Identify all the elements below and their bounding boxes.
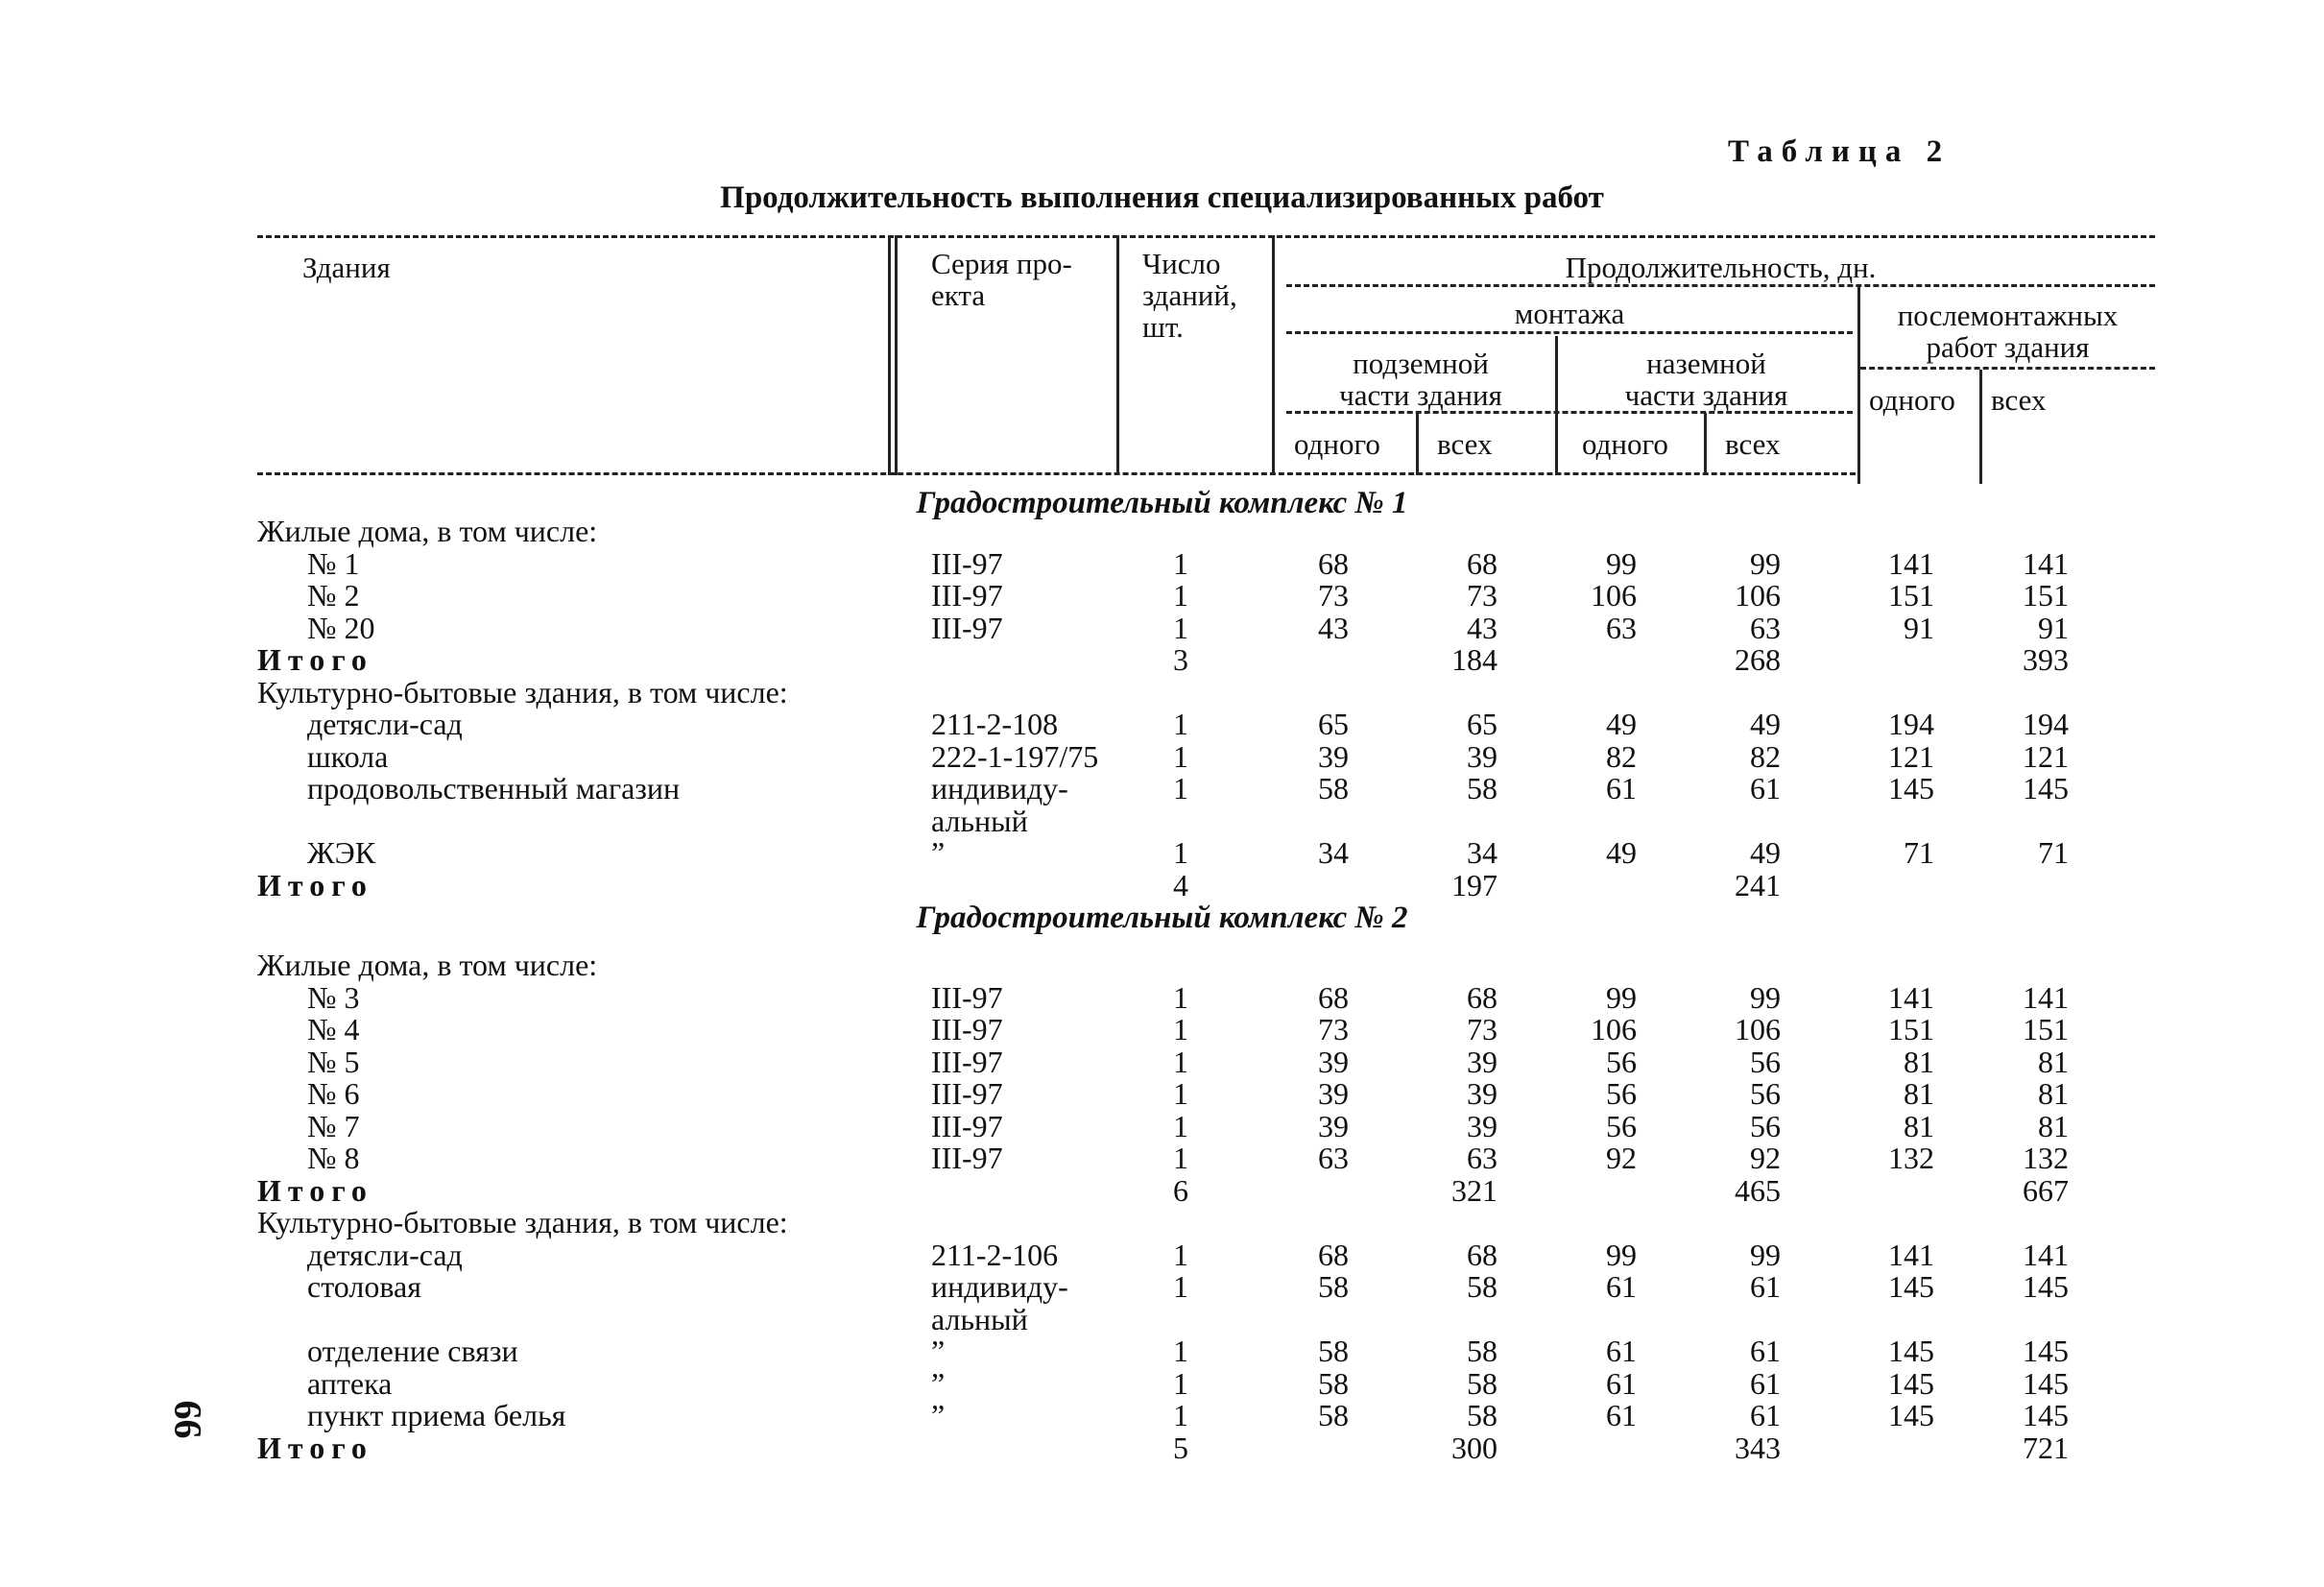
row-value: 81 — [1904, 1076, 1934, 1111]
row-value: 63 — [1318, 1141, 1349, 1175]
row-count: 1 — [1173, 771, 1188, 806]
table-row — [0, 1399, 2324, 1431]
header-montage: монтажа — [1514, 297, 1625, 330]
row-value: 92 — [1606, 1141, 1637, 1175]
row-value: 91 — [2038, 610, 2069, 645]
table-label: Таблица 2 — [1728, 134, 1952, 169]
row-name: Жилые дома, в том числе: — [257, 514, 598, 548]
group-row — [0, 676, 2324, 709]
table-row — [0, 1013, 2324, 1046]
row-name: Итого — [257, 642, 373, 677]
row-value: 151 — [1888, 1012, 1934, 1046]
table-row — [0, 1269, 2324, 1336]
row-value: 39 — [1318, 1076, 1349, 1111]
row-name: Итого — [257, 1430, 373, 1465]
table-row — [0, 547, 2324, 580]
row-value: 81 — [1904, 1044, 1934, 1079]
row-value: 58 — [1467, 771, 1497, 806]
row-value: 121 — [1888, 738, 1934, 774]
row-count: 1 — [1173, 610, 1188, 645]
row-name: продовольственный магазин — [307, 771, 681, 806]
table-row — [0, 1142, 2324, 1174]
table-row — [0, 1335, 2324, 1367]
row-value: 106 — [1735, 578, 1781, 613]
table-row — [0, 708, 2324, 740]
row-name: столовая — [307, 1269, 421, 1304]
header-post-one: одного — [1869, 383, 1955, 417]
row-value: 141 — [1888, 979, 1934, 1015]
row-value: 49 — [1750, 835, 1781, 870]
row-name: № 8 — [307, 1141, 360, 1175]
row-value: 61 — [1750, 771, 1781, 806]
row-value: 56 — [1606, 1108, 1637, 1143]
row-value: 61 — [1606, 1334, 1637, 1368]
row-value: 34 — [1318, 835, 1349, 870]
row-count: 4 — [1173, 867, 1188, 902]
row-value: 39 — [1467, 1076, 1497, 1111]
row-value: 82 — [1606, 738, 1637, 774]
row-count: 1 — [1173, 979, 1188, 1015]
total-row — [0, 1431, 2324, 1464]
row-value: 56 — [1750, 1076, 1781, 1111]
row-value: 151 — [2023, 1012, 2069, 1046]
total-row — [0, 869, 2324, 902]
row-value: 91 — [1904, 610, 1934, 645]
header-underground-all: всех — [1437, 427, 1493, 461]
row-value: 268 — [1735, 642, 1781, 677]
row-value: 58 — [1318, 1269, 1349, 1304]
row-name: № 1 — [307, 545, 360, 581]
row-series: 211-2-106 — [931, 1237, 1059, 1272]
row-value: 194 — [1888, 707, 1934, 741]
row-value: 61 — [1606, 771, 1637, 806]
header-post-montage: послемонтажных работ здания — [1897, 299, 2119, 364]
row-value: 58 — [1318, 1398, 1349, 1432]
row-count: 1 — [1173, 738, 1188, 774]
group-row — [0, 515, 2324, 547]
header-underground-one: одного — [1294, 427, 1380, 461]
table-title: Продолжительность выполнения специализированных работ — [720, 180, 1604, 215]
table-row — [0, 1077, 2324, 1110]
row-value: 145 — [2023, 1334, 2069, 1368]
row-value: 39 — [1467, 738, 1497, 774]
row-series: ” — [931, 1365, 946, 1401]
row-value: 184 — [1451, 642, 1497, 677]
row-value: 49 — [1750, 707, 1781, 741]
row-value: 141 — [1888, 545, 1934, 581]
row-series: III-97 — [931, 1076, 1003, 1111]
row-count: 1 — [1173, 1108, 1188, 1143]
row-value: 106 — [1735, 1012, 1781, 1046]
row-count: 1 — [1173, 545, 1188, 581]
row-value: 81 — [2038, 1108, 2069, 1143]
row-series: III-97 — [931, 1108, 1003, 1143]
row-value: 71 — [2038, 835, 2069, 870]
row-value: 145 — [2023, 1398, 2069, 1432]
row-value: 145 — [1888, 771, 1934, 806]
row-value: 92 — [1750, 1141, 1781, 1175]
row-count: 1 — [1173, 707, 1188, 741]
row-value: 73 — [1467, 1012, 1497, 1046]
row-count: 5 — [1173, 1430, 1188, 1465]
row-value: 106 — [1591, 578, 1637, 613]
row-series: III-97 — [931, 610, 1003, 645]
row-value: 43 — [1318, 610, 1349, 645]
row-name: № 4 — [307, 1012, 360, 1046]
row-value: 71 — [1904, 835, 1934, 870]
row-value: 300 — [1451, 1430, 1497, 1465]
row-value: 43 — [1467, 610, 1497, 645]
header-count: Число зданий, шт. — [1142, 247, 1237, 344]
table-row — [0, 1367, 2324, 1400]
row-value: 58 — [1467, 1269, 1497, 1304]
row-value: 151 — [2023, 578, 2069, 613]
row-value: 63 — [1467, 1141, 1497, 1175]
row-series: ” — [931, 1398, 946, 1432]
row-name: детясли-сад — [307, 707, 463, 741]
row-value: 145 — [2023, 1365, 2069, 1401]
row-value: 49 — [1606, 707, 1637, 741]
row-name: пункт приема белья — [307, 1398, 566, 1432]
row-value: 132 — [2023, 1141, 2069, 1175]
row-value: 63 — [1606, 610, 1637, 645]
row-value: 141 — [2023, 1237, 2069, 1272]
row-value: 321 — [1451, 1172, 1497, 1208]
row-name: отделение связи — [307, 1334, 518, 1368]
row-series: 211-2-108 — [931, 707, 1059, 741]
row-value: 82 — [1750, 738, 1781, 774]
row-value: 56 — [1606, 1044, 1637, 1079]
page-number: 66 — [166, 1400, 210, 1439]
row-count: 1 — [1173, 1076, 1188, 1111]
row-value: 81 — [2038, 1076, 2069, 1111]
row-series: III-97 — [931, 578, 1003, 613]
row-series: индивиду- — [931, 771, 1068, 806]
row-value: 68 — [1467, 1237, 1497, 1272]
table-row — [0, 612, 2324, 644]
row-value: 58 — [1467, 1398, 1497, 1432]
row-value: 73 — [1467, 578, 1497, 613]
table-row — [0, 740, 2324, 773]
header-buildings: Здания — [302, 251, 391, 284]
row-value: 145 — [1888, 1365, 1934, 1401]
row-value: 58 — [1467, 1365, 1497, 1401]
row-series-cont: альный — [931, 804, 1028, 838]
row-value: 39 — [1318, 738, 1349, 774]
row-value: 61 — [1750, 1269, 1781, 1304]
row-value: 145 — [1888, 1398, 1934, 1432]
row-value: 68 — [1318, 1237, 1349, 1272]
row-value: 49 — [1606, 835, 1637, 870]
row-value: 145 — [1888, 1269, 1934, 1304]
row-value: 465 — [1735, 1172, 1781, 1208]
header-post-all: всех — [1991, 383, 2047, 417]
group-row — [0, 949, 2324, 981]
row-series: III-97 — [931, 1044, 1003, 1079]
row-value: 61 — [1750, 1398, 1781, 1432]
row-value: 99 — [1750, 545, 1781, 581]
total-row — [0, 643, 2324, 676]
group-row — [0, 1206, 2324, 1238]
row-count: 1 — [1173, 1398, 1188, 1432]
row-series: ” — [931, 835, 946, 870]
table-row — [0, 981, 2324, 1014]
row-value: 81 — [1904, 1108, 1934, 1143]
row-series: III-97 — [931, 979, 1003, 1015]
row-value: 132 — [1888, 1141, 1934, 1175]
row-value: 68 — [1318, 545, 1349, 581]
row-value: 56 — [1750, 1108, 1781, 1143]
row-value: 343 — [1735, 1430, 1781, 1465]
table-row — [0, 771, 2324, 838]
row-series: III-97 — [931, 1141, 1003, 1175]
row-series-cont: альный — [931, 1302, 1028, 1336]
row-name: Итого — [257, 1172, 373, 1208]
total-row — [0, 1174, 2324, 1207]
table-row — [0, 836, 2324, 869]
row-value: 99 — [1606, 545, 1637, 581]
row-value: 39 — [1318, 1044, 1349, 1079]
row-series: III-97 — [931, 1012, 1003, 1046]
row-value: 721 — [2023, 1430, 2069, 1465]
row-value: 121 — [2023, 738, 2069, 774]
row-value: 106 — [1591, 1012, 1637, 1046]
row-name: детясли-сад — [307, 1237, 463, 1272]
row-count: 6 — [1173, 1172, 1188, 1208]
row-value: 99 — [1606, 1237, 1637, 1272]
row-value: 58 — [1318, 1334, 1349, 1368]
row-value: 73 — [1318, 578, 1349, 613]
row-value: 81 — [2038, 1044, 2069, 1079]
row-name: аптека — [307, 1365, 393, 1401]
section-title: Градостроительный комплекс № 1 — [916, 486, 1408, 520]
row-series: ” — [931, 1334, 946, 1368]
row-value: 34 — [1467, 835, 1497, 870]
row-value: 39 — [1318, 1108, 1349, 1143]
row-value: 141 — [2023, 545, 2069, 581]
row-name: № 3 — [307, 979, 360, 1015]
row-value: 65 — [1467, 707, 1497, 741]
row-value: 39 — [1467, 1044, 1497, 1079]
row-value: 58 — [1318, 1365, 1349, 1401]
row-count: 3 — [1173, 642, 1188, 677]
row-value: 99 — [1750, 1237, 1781, 1272]
row-name: Итого — [257, 867, 373, 902]
row-value: 61 — [1606, 1269, 1637, 1304]
row-value: 141 — [2023, 979, 2069, 1015]
row-value: 56 — [1750, 1044, 1781, 1079]
row-value: 141 — [1888, 1237, 1934, 1272]
row-value: 99 — [1606, 979, 1637, 1015]
row-name: школа — [307, 738, 389, 774]
table-row — [0, 579, 2324, 612]
table-row — [0, 1238, 2324, 1271]
row-value: 145 — [2023, 1269, 2069, 1304]
header-underground: подземной части здания — [1339, 347, 1502, 412]
row-value: 39 — [1467, 1108, 1497, 1143]
row-value: 197 — [1451, 867, 1497, 902]
row-name: Культурно-бытовые здания, в том числе: — [257, 674, 788, 709]
header-series: Серия про- екта — [931, 247, 1072, 312]
row-count: 1 — [1173, 1365, 1188, 1401]
row-value: 241 — [1735, 867, 1781, 902]
row-value: 61 — [1606, 1398, 1637, 1432]
row-count: 1 — [1173, 578, 1188, 613]
row-value: 73 — [1318, 1012, 1349, 1046]
row-series: III-97 — [931, 545, 1003, 581]
row-value: 61 — [1750, 1365, 1781, 1401]
row-name: № 6 — [307, 1076, 360, 1111]
row-value: 393 — [2023, 642, 2069, 677]
header-aboveground: наземной части здания — [1624, 347, 1788, 412]
row-series: 222-1-197/75 — [931, 738, 1099, 774]
row-count: 1 — [1173, 1141, 1188, 1175]
row-name: Культурно-бытовые здания, в том числе: — [257, 1205, 788, 1239]
row-name: № 20 — [307, 610, 375, 645]
row-value: 68 — [1318, 979, 1349, 1015]
row-value: 194 — [2023, 707, 2069, 741]
row-value: 56 — [1606, 1076, 1637, 1111]
header-aboveground-one: одного — [1582, 427, 1668, 461]
row-value: 61 — [1606, 1365, 1637, 1401]
row-count: 1 — [1173, 1269, 1188, 1304]
row-count: 1 — [1173, 835, 1188, 870]
header-duration: Продолжительность, дн. — [1565, 251, 1877, 284]
header-aboveground-all: всех — [1725, 427, 1781, 461]
row-value: 61 — [1750, 1334, 1781, 1368]
row-name: № 5 — [307, 1044, 360, 1079]
row-count: 1 — [1173, 1012, 1188, 1046]
row-name: № 7 — [307, 1108, 360, 1143]
row-count: 1 — [1173, 1334, 1188, 1368]
row-value: 68 — [1467, 979, 1497, 1015]
row-value: 145 — [1888, 1334, 1934, 1368]
row-value: 99 — [1750, 979, 1781, 1015]
table-row — [0, 1046, 2324, 1078]
row-name: ЖЭК — [307, 835, 376, 870]
row-count: 1 — [1173, 1237, 1188, 1272]
row-value: 63 — [1750, 610, 1781, 645]
section-title: Градостроительный комплекс № 2 — [916, 901, 1408, 935]
row-name: Жилые дома, в том числе: — [257, 948, 598, 982]
row-name: № 2 — [307, 578, 360, 613]
row-value: 68 — [1467, 545, 1497, 581]
row-count: 1 — [1173, 1044, 1188, 1079]
row-value: 58 — [1318, 771, 1349, 806]
row-value: 65 — [1318, 707, 1349, 741]
row-series: индивиду- — [931, 1269, 1068, 1304]
table-row — [0, 1110, 2324, 1142]
row-value: 151 — [1888, 578, 1934, 613]
row-value: 58 — [1467, 1334, 1497, 1368]
row-value: 667 — [2023, 1172, 2069, 1208]
row-value: 145 — [2023, 771, 2069, 806]
